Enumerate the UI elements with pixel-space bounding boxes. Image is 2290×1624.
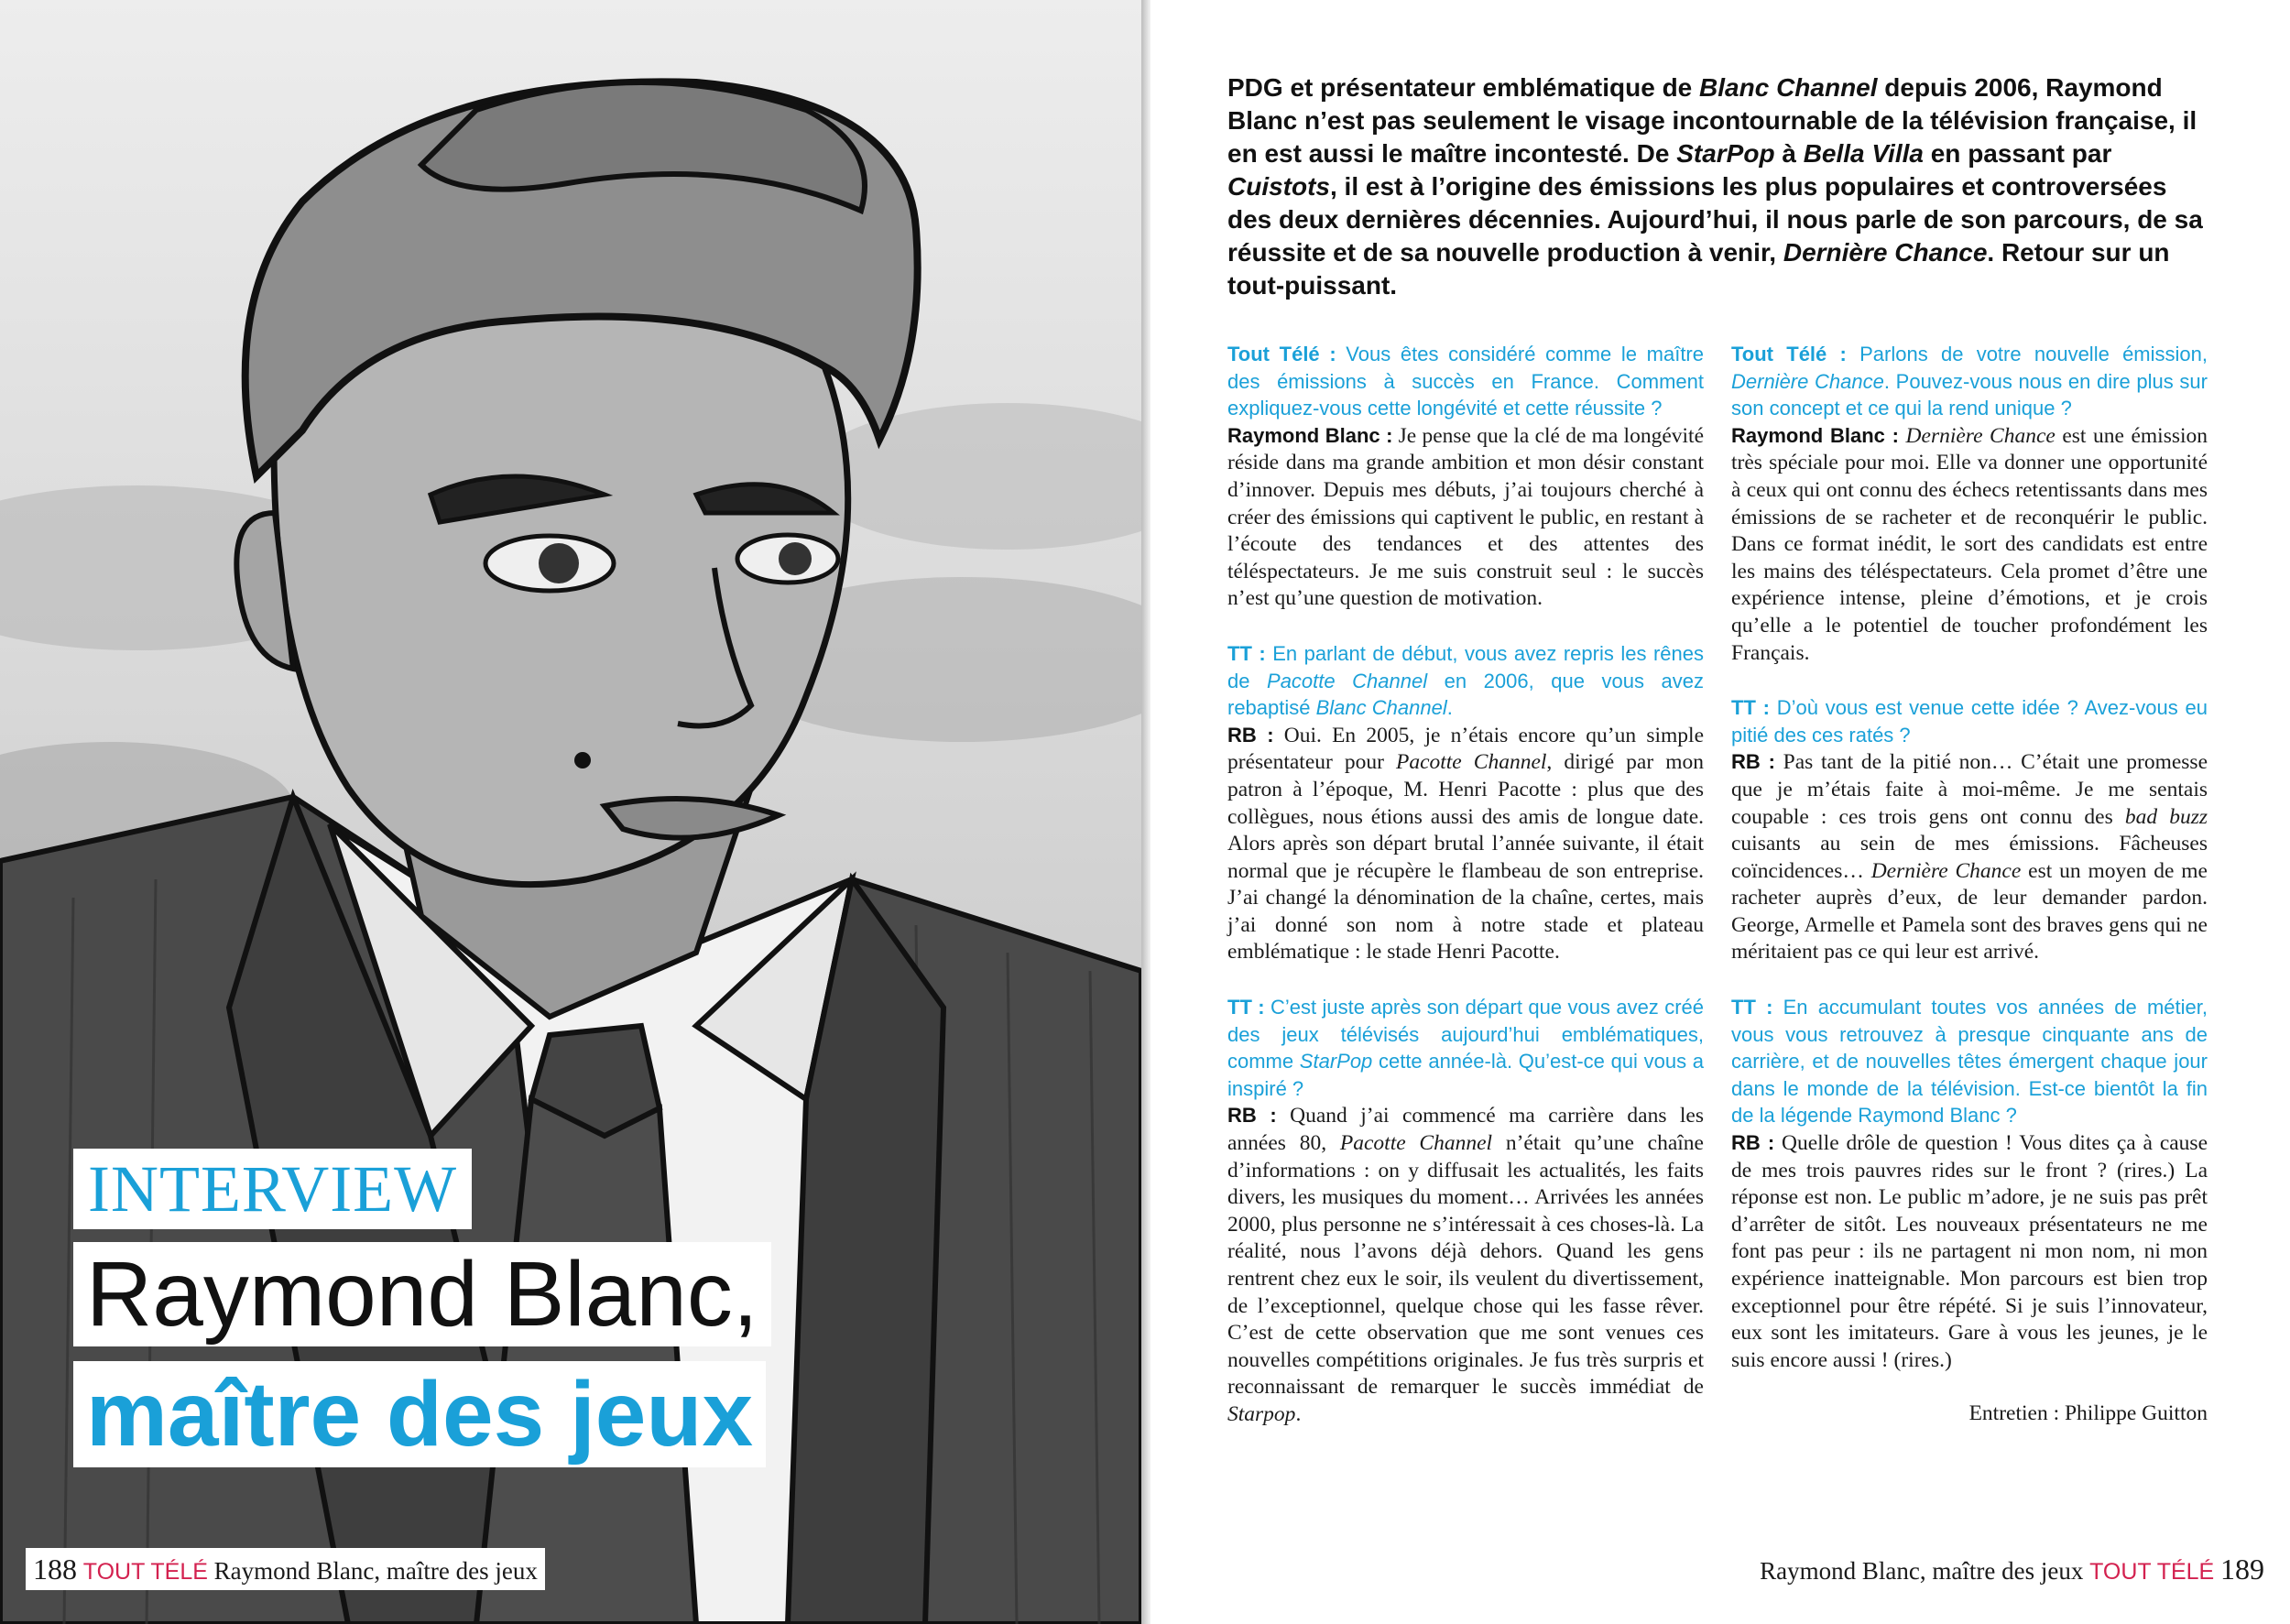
question-text: Vous êtes considéré comme le maître des émissions à succès en France. Comment expliquez-vous cette longévité et cette réussite ?	[1227, 343, 1704, 420]
article-title-line-2: maître des jeux	[73, 1361, 766, 1467]
answer	[1227, 422, 1704, 613]
answer-italic: bad buzz	[2124, 804, 2208, 829]
answer	[1227, 722, 1704, 966]
answer-text	[1899, 424, 1906, 448]
answer	[1731, 1129, 2208, 1374]
answer-speaker: RB :	[1227, 723, 1274, 747]
lede-paragraph	[1227, 71, 2208, 302]
answer-text: n’était qu’une chaîne d’informations : on y diffusait les actualités, les faits divers, les musiques du moment… Arrivées les années 2000, plus personne ne s’intéressait à ces choses-là. La réalité, nous l’avons déjà dehors. Quand les gens rentrent chez eux le soir, ils veulent du divertissement, de l’exceptionnel, quelque chose qui les fasse rêver. C’est de cette observation que me sont venues ces nouvelles compétitions originales. Je fus très surpris et reconnaissant de remarquer le succès immédiat de	[1227, 1131, 1704, 1400]
qa-block	[1227, 341, 1704, 613]
question	[1731, 341, 2208, 422]
lede-text: en passant par	[1923, 139, 2112, 168]
answer-text: est un moyen de me racheter auprès d’eux, de leur demander pardon. George, Armelle et Pamela sont des braves gens qui ne méritaient pas ce qui leur est arrivé.	[1731, 858, 2208, 965]
page-number-right: 189	[2220, 1553, 2264, 1586]
lede-italic: Bella Villa	[1803, 139, 1924, 168]
text-column-left	[1227, 341, 1704, 1456]
left-page	[0, 0, 1141, 1624]
answer-italic: Pacotte Channel	[1395, 750, 1547, 775]
answer	[1731, 422, 2208, 667]
article-title-line-1: Raymond Blanc,	[73, 1242, 771, 1346]
question-speaker: TT :	[1227, 996, 1265, 1019]
answer-italic: Starpop	[1227, 1401, 1296, 1426]
lede-italic: Dernière Chance	[1783, 238, 1988, 267]
answer-italic: Dernière Chance	[1870, 858, 2022, 883]
answer-text: Pas tant de la pitié non… C’était une promesse que je m’étais faite à moi-même. Je me sentais coupable : ces trois gens ont connu des	[1731, 750, 2208, 829]
text-column-right	[1731, 341, 2208, 1426]
qa-block	[1731, 341, 2208, 667]
question-speaker: Tout Télé :	[1227, 343, 1336, 365]
question-text: En parlant de début, vous avez repris les rênes de	[1227, 641, 1704, 692]
question-text: C’est juste après son départ que vous avez créé des jeux télévisés aujourd’hui emblématiques, comme	[1227, 996, 1704, 1074]
question-text: D’où vous est venue cette idée ? Avez-vous eu pitié des ces ratés ?	[1731, 696, 2208, 747]
question-italic: Blanc Channel	[1315, 696, 1447, 720]
folio-right	[1752, 1548, 2272, 1590]
answer-text: est une émission très spéciale pour moi. Elle va donner une opportunité à ceux qui ont connu des échecs retentissants dans mes émissions de se racheter et de reconquérir le public. Dans ce format inédit, le sort des candidats est entre les mains des téléspectateurs. Cela promet d’être une expérience intense, pleine d’émotions, et je crois qu’elle a le potentiel de toucher profondément les Français.	[1731, 423, 2208, 665]
answer-text: Quand j’ai commencé ma carrière dans les années 80,	[1227, 1104, 1704, 1156]
lede-text: à	[1774, 139, 1804, 168]
question	[1227, 341, 1704, 422]
running-head-right: Raymond Blanc, maître des jeux	[1760, 1557, 2084, 1585]
magazine-name-left: TOUT TÉLÉ	[82, 1559, 208, 1585]
question-speaker: Tout Télé :	[1731, 343, 1847, 365]
question	[1227, 640, 1704, 722]
running-head-left: Raymond Blanc, maître des jeux	[213, 1557, 538, 1585]
question-text: en 2006, que vous avez rebaptisé	[1227, 669, 1705, 720]
qa-block	[1731, 994, 2208, 1374]
answer	[1731, 748, 2208, 966]
answer-text: .	[1295, 1401, 1302, 1426]
spine-shadow	[1141, 0, 1150, 1624]
question-text: cette année-là. Qu’est-ce qui vous a inspiré ?	[1227, 1050, 1704, 1100]
page-number-left: 188	[33, 1553, 77, 1586]
qa-block	[1731, 694, 2208, 966]
lede-italic: Cuistots	[1227, 172, 1330, 201]
answer-text: , dirigé par mon patron à l’époque, M. Henri Pacotte : plus que des collègues, nous étions aussi des amis de longue date. Alors après son départ brutal l’année suivante, il était normal que je récupère le flambeau de son entreprise. J’ai changé la dénomination de la chaîne, certes, mais j’ai donné son nom à notre stade et plateau emblématique : le stade Henri Pacotte.	[1227, 750, 1704, 965]
lede-text: depuis 2006, Raymond Blanc n’est pas seulement le visage incontournable de la télévision française, il en est aussi le maître incontesté. De	[1227, 73, 2197, 168]
answer-speaker: RB :	[1731, 1131, 1775, 1155]
question-italic: StarPop	[1299, 1050, 1373, 1074]
question	[1731, 994, 2208, 1129]
answer-italic: Dernière Chance	[1905, 423, 2056, 448]
question	[1227, 994, 1704, 1102]
answer-speaker: Raymond Blanc :	[1731, 423, 1900, 447]
answer-speaker: Raymond Blanc :	[1227, 423, 1393, 447]
qa-block	[1227, 994, 1704, 1429]
question-text: . Pouvez-vous nous en dire plus sur son concept et ce qui la rend unique ?	[1731, 369, 2208, 420]
answer-text: Oui. En 2005, je n’étais encore qu’un simple présentateur pour	[1227, 723, 1704, 775]
lede-italic: Blanc Channel	[1699, 73, 1878, 102]
question-speaker: TT :	[1227, 641, 1266, 665]
question-italic: Pacotte Channel	[1267, 669, 1428, 692]
lede-text: PDG et présentateur emblématique de	[1227, 73, 1700, 102]
answer-speaker: RB :	[1227, 1104, 1277, 1128]
answer-text: cuisants au sein de mes émissions. Fâcheuses coïncidences…	[1731, 832, 2208, 883]
magazine-name-right: TOUT TÉLÉ	[2089, 1559, 2215, 1585]
question-text: .	[1446, 696, 1453, 720]
lede-text: , il est à l’origine des émissions les plus populaires et controversées des deux dernières décennies. Aujourd’hui, il nous parle de son parcours, de sa réussite et de sa nouvelle production à venir,	[1227, 172, 2203, 267]
lede-italic: StarPop	[1676, 139, 1775, 168]
question-speaker: TT :	[1731, 696, 1770, 720]
question	[1731, 694, 2208, 748]
question-text: Parlons de votre nouvelle émission,	[1846, 343, 2208, 365]
answer-speaker: RB :	[1731, 750, 1775, 774]
question-speaker: TT :	[1731, 996, 1773, 1019]
question-text: En accumulant toutes vos années de métier, vous vous retrouvez à presque cinquante ans de carrière, et de nouvelles têtes émergent chaque jour dans le monde de la télévision. Est-ce bientôt la fin de la légende Raymond Blanc ?	[1731, 996, 2208, 1128]
answer-text: Quelle drôle de question ! Vous dites ça à cause de mes trois pauvres rides sur le front ? (rires.) La réponse est non. Le public m’adore, je ne suis pas prêt d’arrêter de sitôt. Les nouveaux présentateurs ne me font pas peur : ils ne partagent ni mon nom, ni mon expérience inatteignable. Mon parcours est bien trop exceptionnel pour être répété. Si je suis l’innovateur, eux sont les imitateurs. Gare à vous les jeunes, je le suis encore aussi ! (rires.)	[1731, 1131, 2208, 1372]
author-signature: Entretien : Philippe Guitton	[1968, 1401, 2208, 1426]
folio-left	[26, 1548, 545, 1590]
lede-text: . Retour sur un tout-puissant.	[1227, 238, 2170, 300]
question-italic: Dernière Chance	[1731, 369, 1884, 393]
qa-block	[1227, 640, 1704, 966]
answer-italic: Pacotte Channel	[1339, 1131, 1493, 1156]
answer-text: Je pense que la clé de ma longévité réside dans ma grande ambition et mon désir constant d’innover. Depuis mes débuts, j’ai toujours cherché à créer des émissions qui captivent le public, en restant à l’écoute des tendances et des attentes des téléspectateurs. Je me suis construit seul : le succès n’est qu’une question de motivation.	[1227, 423, 1704, 611]
article-kicker: INTERVIEW	[73, 1149, 472, 1229]
answer	[1227, 1102, 1704, 1428]
